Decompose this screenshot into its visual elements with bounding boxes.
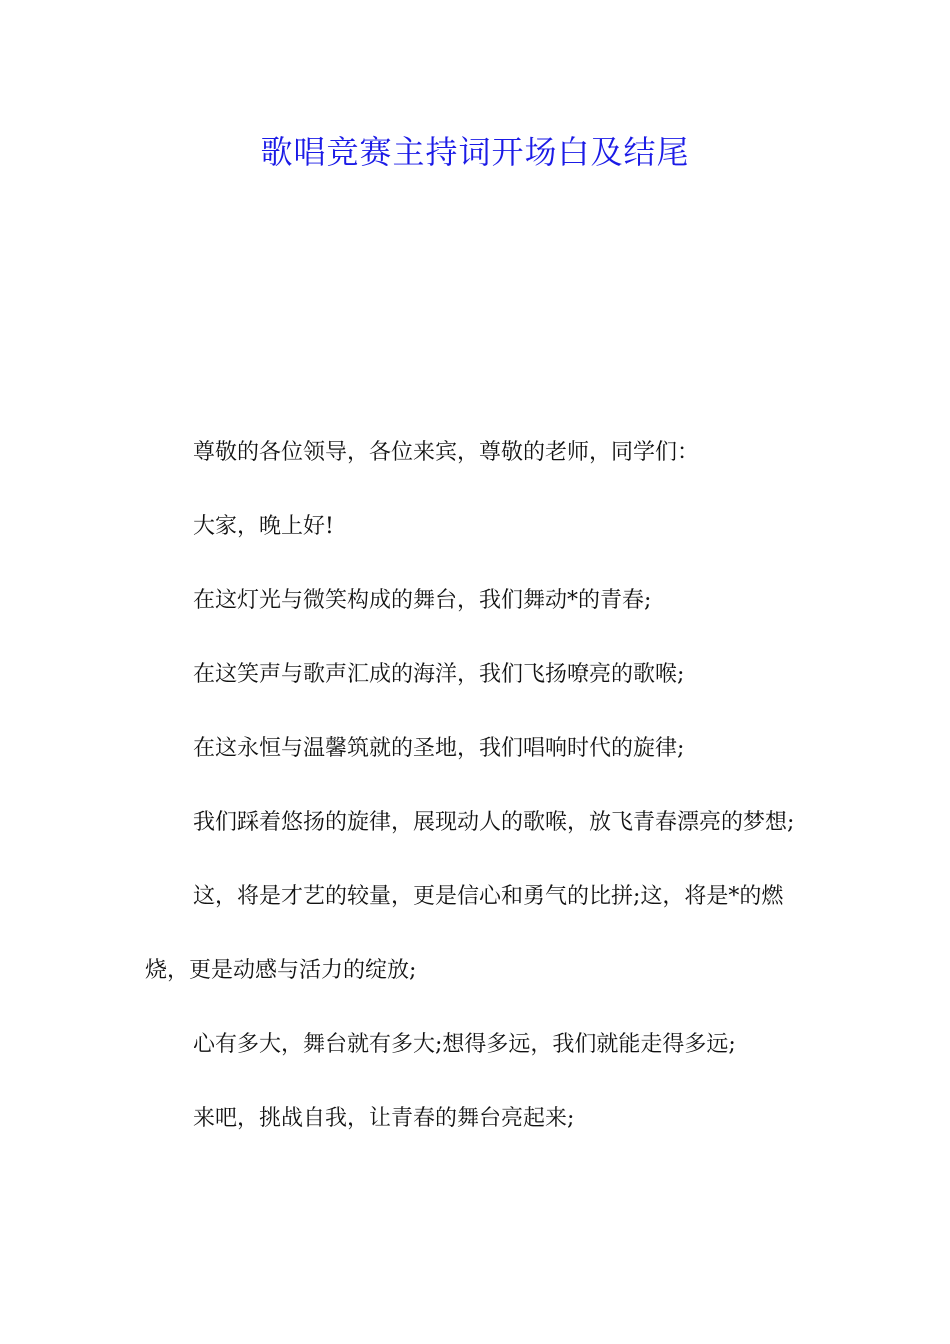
paragraph-dream: 我们踩着悠扬的旋律，展现动人的歌喉，放飞青春漂亮的梦想; [193,810,795,835]
document-body [145,416,810,1156]
paragraph-stage: 在这灯光与微笑构成的舞台，我们舞动*的青春; [193,588,652,613]
paragraph-ocean: 在这笑声与歌声汇成的海洋，我们飞扬嘹亮的歌喉; [193,662,685,687]
document-title: 歌唱竞赛主持词开场白及结尾 [260,133,690,171]
paragraph-challenge: 来吧，挑战自我，让青春的舞台亮起来; [193,1106,575,1131]
paragraph-contest: 这，将是才艺的较量，更是信心和勇气的比拼;这，将是*的燃烧，更是动感与活力的绽放; [145,884,784,983]
paragraph-greeting: 尊敬的各位领导，各位来宾，尊敬的老师，同学们： [193,440,700,465]
paragraph-heart: 心有多大，舞台就有多大;想得多远，我们就能走得多远; [193,1032,736,1057]
paragraph-good-evening: 大家，晚上好! [193,514,334,539]
paragraph-melody: 在这永恒与温馨筑就的圣地，我们唱响时代的旋律; [193,736,685,761]
